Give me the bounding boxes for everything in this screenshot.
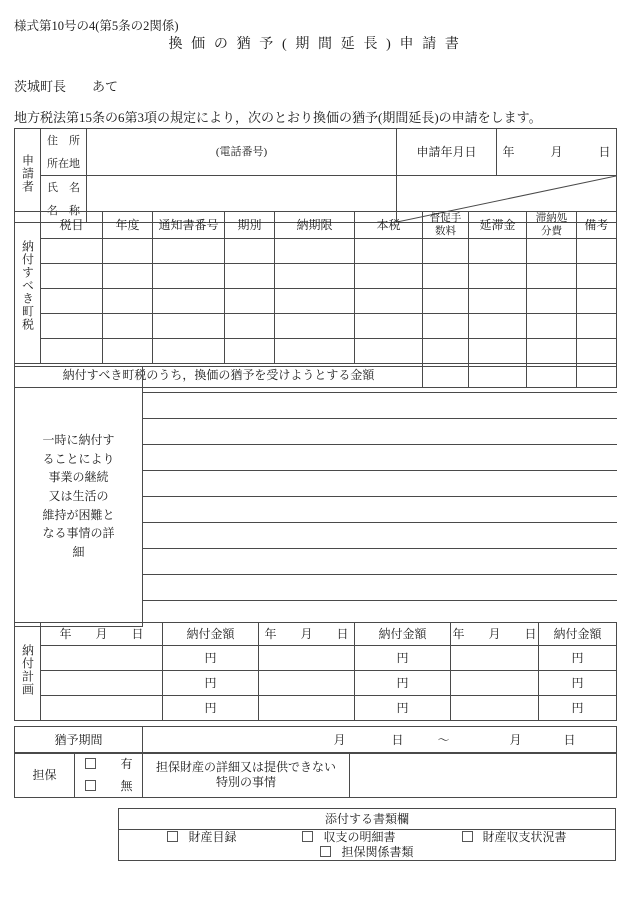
period-from-day: 日 [391, 732, 404, 747]
collateral-option-yes[interactable] [75, 753, 143, 776]
cell-notice-number[interactable] [153, 264, 225, 289]
plan-cell-date[interactable] [259, 671, 355, 696]
reason-write-line[interactable] [143, 497, 617, 523]
attachment-item-1[interactable] [167, 830, 236, 845]
plan-cell-amount[interactable] [355, 646, 451, 671]
attachments-table [118, 808, 616, 861]
col-header-fiscal-year: 年度 [103, 212, 153, 239]
cell-remarks[interactable] [577, 314, 617, 339]
currency-unit: 円 [396, 650, 409, 665]
plan-col-header-amount-2: 納付金額 [355, 623, 451, 646]
col-header-notice-number: 通知書番号 [153, 212, 225, 239]
plan-col-header-date-1: 年 月 日 [41, 623, 163, 646]
attachment-label-4: 担保関係書類 [341, 845, 414, 859]
cell-delinquency-charge[interactable] [469, 339, 527, 364]
plan-cell-date[interactable] [451, 696, 539, 721]
cell-term[interactable] [225, 264, 275, 289]
attachments-title: 添付する書類欄 [119, 809, 616, 830]
cell-term[interactable] [225, 239, 275, 264]
period-separator: ～ [437, 732, 450, 747]
tax-section-label-text: 納付すべき町税 [20, 240, 35, 332]
demand-fee-line2: 数料 [435, 226, 456, 238]
cell-term[interactable] [225, 289, 275, 314]
plan-row[interactable] [15, 646, 617, 671]
checkbox-icon[interactable] [85, 758, 96, 769]
col-header-disposition-cost [527, 212, 577, 239]
reason-label-line-1: 一時に納付す [42, 433, 115, 448]
plan-col-header-date-2: 年 月 日 [259, 623, 355, 646]
addressee [14, 76, 118, 95]
addressee-name: 茨城町長 [14, 79, 67, 94]
col-header-due-date: 納期限 [275, 212, 355, 239]
collateral-option-no[interactable] [75, 775, 143, 798]
attachment-item-2[interactable] [302, 830, 395, 845]
reason-write-line[interactable] [143, 575, 617, 601]
cell-disposition-cost[interactable] [527, 339, 577, 364]
payment-plan-table [14, 622, 617, 721]
cell-due-date[interactable] [275, 264, 355, 289]
checkbox-icon[interactable] [85, 780, 96, 791]
period-label: 猶予期間 [15, 727, 143, 754]
col-header-principal-tax: 本税 [355, 212, 423, 239]
phone-label: (電話番号) [215, 146, 268, 159]
cell-demand-fee[interactable] [423, 264, 469, 289]
tax-section-label [15, 212, 41, 364]
reason-write-line[interactable] [143, 445, 617, 471]
reason-table [14, 366, 617, 627]
cell-principal-tax[interactable] [355, 289, 423, 314]
plan-cell-amount[interactable] [163, 696, 259, 721]
address-label-cell-2 [41, 152, 87, 176]
table-row[interactable] [15, 314, 617, 339]
cell-tax-item[interactable] [41, 289, 103, 314]
plan-cell-date[interactable] [451, 646, 539, 671]
cell-delinquency-charge[interactable] [469, 239, 527, 264]
plan-col-header-amount-1: 納付金額 [163, 623, 259, 646]
disposition-cost-line1: 滞納処 [535, 213, 568, 224]
period-to-month: 月 [509, 732, 522, 747]
col-header-tax-item: 税目 [41, 212, 103, 239]
cell-fiscal-year[interactable] [103, 264, 153, 289]
cell-principal-tax[interactable] [355, 239, 423, 264]
cell-principal-tax[interactable] [355, 339, 423, 364]
plan-cell-amount[interactable] [539, 671, 617, 696]
collateral-no-label: 無 [120, 778, 133, 793]
cell-principal-tax[interactable] [355, 264, 423, 289]
plan-cell-amount[interactable] [539, 646, 617, 671]
plan-cell-amount[interactable] [539, 696, 617, 721]
attachment-label-3: 財産収支状況書 [482, 830, 567, 844]
currency-unit: 円 [396, 700, 409, 715]
collateral-detail-line2: 特別の事情 [215, 775, 276, 789]
name-label-line1: 氏 名 [47, 181, 80, 194]
collateral-table [14, 752, 617, 798]
cell-due-date[interactable] [275, 314, 355, 339]
attachment-item-3[interactable] [462, 830, 567, 845]
applicant-section-label [15, 129, 41, 223]
period-value-cell[interactable] [143, 727, 617, 754]
col-header-remarks: 備考 [577, 212, 617, 239]
cell-due-date[interactable] [275, 289, 355, 314]
plan-cell-date[interactable] [259, 696, 355, 721]
collateral-yes-label: 有 [120, 756, 133, 771]
reason-write-line[interactable] [143, 367, 617, 393]
name-label-line2: 名 称 [47, 204, 80, 217]
reason-label-line-5: 維持が困難と [42, 507, 115, 522]
address-input-cell[interactable] [87, 129, 397, 176]
reason-label [15, 431, 142, 561]
table-row[interactable] [15, 264, 617, 289]
reason-write-line[interactable] [143, 523, 617, 549]
collateral-yes-row[interactable] [85, 757, 133, 771]
intro-paragraph: 地方税法第15条の6第3項の規定により，次のとおり換価の猶予(期間延長)の申請をします。 [14, 110, 542, 125]
attachments-list [119, 830, 616, 861]
table-row[interactable] [15, 289, 617, 314]
cell-tax-item[interactable] [41, 314, 103, 339]
table-row[interactable] [15, 239, 617, 264]
cell-delinquency-charge[interactable] [469, 314, 527, 339]
addressee-suffix: あて [92, 79, 119, 94]
apply-date-value-cell[interactable] [497, 129, 617, 176]
cell-principal-tax[interactable] [355, 314, 423, 339]
address-label-line2: 所在地 [47, 157, 80, 170]
apply-date-label: 申請年月日 [416, 144, 477, 159]
currency-unit: 円 [571, 675, 584, 690]
checkbox-icon[interactable] [320, 846, 331, 857]
reason-write-line[interactable] [143, 549, 617, 575]
cell-term[interactable] [225, 339, 275, 364]
cell-demand-fee[interactable] [423, 239, 469, 264]
form-code: 様式第10号の4(第5条の2関係) [14, 19, 179, 33]
checkbox-icon[interactable] [302, 831, 313, 842]
cell-notice-number[interactable] [153, 289, 225, 314]
reason-label-line-7: 細 [72, 544, 85, 559]
demand-fee-line1: 督促手 [429, 213, 462, 224]
subtotal-label: 納付すべき町税のうち，換価の猶予を受けようとする金額 [15, 364, 423, 388]
plan-cell-amount[interactable] [355, 671, 451, 696]
col-header-delinquency-charge: 延滞金 [469, 212, 527, 239]
cell-due-date[interactable] [275, 339, 355, 364]
page-title: 換 価 の 猶 予 ( 期 間 延 長 ) 申 請 書 [168, 37, 462, 52]
applicant-section-label-text: 申請者 [20, 154, 35, 193]
attachment-item-4[interactable] [320, 845, 413, 860]
cell-fiscal-year[interactable] [103, 289, 153, 314]
plan-section-label-text: 納付計画 [20, 643, 35, 696]
plan-cell-date[interactable] [41, 696, 163, 721]
plan-cell-date[interactable] [41, 671, 163, 696]
reason-write-line[interactable] [143, 419, 617, 445]
plan-cell-amount[interactable] [355, 696, 451, 721]
period-from-month: 月 [333, 732, 346, 747]
cell-delinquency-charge[interactable] [469, 289, 527, 314]
cell-disposition-cost[interactable] [527, 264, 577, 289]
reason-label-line-2: ることにより [42, 451, 115, 466]
plan-col-header-amount-3: 納付金額 [539, 623, 617, 646]
cell-remarks[interactable] [577, 289, 617, 314]
cell-remarks[interactable] [577, 239, 617, 264]
deferment-period-table [14, 726, 617, 754]
checkbox-icon[interactable] [462, 831, 473, 842]
name-label-cell [41, 176, 87, 200]
reason-label-line-3: 事業の継続 [48, 470, 109, 485]
currency-unit: 円 [571, 700, 584, 715]
cell-remarks[interactable] [577, 264, 617, 289]
cell-due-date[interactable] [275, 239, 355, 264]
cell-fiscal-year[interactable] [103, 239, 153, 264]
tax-table [14, 211, 617, 388]
disposition-cost-line2: 分費 [541, 226, 562, 238]
cell-fiscal-year[interactable] [103, 314, 153, 339]
table-row[interactable] [15, 339, 617, 364]
cell-tax-item[interactable] [41, 239, 103, 264]
cell-tax-item[interactable] [41, 339, 103, 364]
attachment-label-1: 財産目録 [188, 830, 237, 844]
plan-row[interactable] [15, 696, 617, 721]
cell-tax-item[interactable] [41, 264, 103, 289]
cell-remarks[interactable] [577, 339, 617, 364]
col-header-demand-fee [423, 212, 469, 239]
collateral-detail-label [143, 753, 350, 798]
cell-fiscal-year[interactable] [103, 339, 153, 364]
apply-date-value: 年 月 日 [502, 144, 611, 159]
period-to-day: 日 [563, 732, 576, 747]
currency-unit: 円 [396, 675, 409, 690]
currency-unit: 円 [204, 675, 217, 690]
cell-notice-number[interactable] [153, 314, 225, 339]
plan-section-label [15, 623, 41, 721]
applicant-table [14, 128, 617, 223]
plan-col-header-date-3: 年 月 日 [451, 623, 539, 646]
reason-label-line-4: 又は生活の [48, 488, 109, 503]
apply-date-label-cell [397, 129, 497, 176]
currency-unit: 円 [204, 700, 217, 715]
collateral-label: 担保 [15, 753, 75, 798]
reason-label-line-6: なる事情の詳 [42, 526, 115, 541]
checkbox-icon[interactable] [167, 831, 178, 842]
col-header-term: 期別 [225, 212, 275, 239]
cell-disposition-cost[interactable] [527, 239, 577, 264]
plan-cell-date[interactable] [451, 671, 539, 696]
collateral-detail-line1: 担保財産の詳細又は提供できない [155, 760, 336, 774]
reason-write-line[interactable] [143, 393, 617, 419]
attachment-label-2: 収支の明細書 [323, 830, 396, 844]
cell-demand-fee[interactable] [423, 289, 469, 314]
cell-notice-number[interactable] [153, 239, 225, 264]
reason-write-line[interactable] [143, 471, 617, 497]
address-label-cell [41, 129, 87, 153]
cell-demand-fee[interactable] [423, 339, 469, 364]
collateral-no-row[interactable] [85, 779, 133, 793]
plan-row[interactable] [15, 671, 617, 696]
cell-notice-number[interactable] [153, 339, 225, 364]
cell-term[interactable] [225, 314, 275, 339]
cell-disposition-cost[interactable] [527, 314, 577, 339]
plan-cell-date[interactable] [259, 646, 355, 671]
address-label-line1: 住 所 [47, 134, 80, 147]
plan-cell-amount[interactable] [163, 646, 259, 671]
plan-cell-amount[interactable] [163, 671, 259, 696]
currency-unit: 円 [204, 650, 217, 665]
cell-disposition-cost[interactable] [527, 289, 577, 314]
cell-demand-fee[interactable] [423, 314, 469, 339]
collateral-detail-input[interactable] [350, 753, 617, 798]
plan-cell-date[interactable] [41, 646, 163, 671]
cell-delinquency-charge[interactable] [469, 264, 527, 289]
reason-label-cell [15, 367, 143, 627]
currency-unit: 円 [571, 650, 584, 665]
